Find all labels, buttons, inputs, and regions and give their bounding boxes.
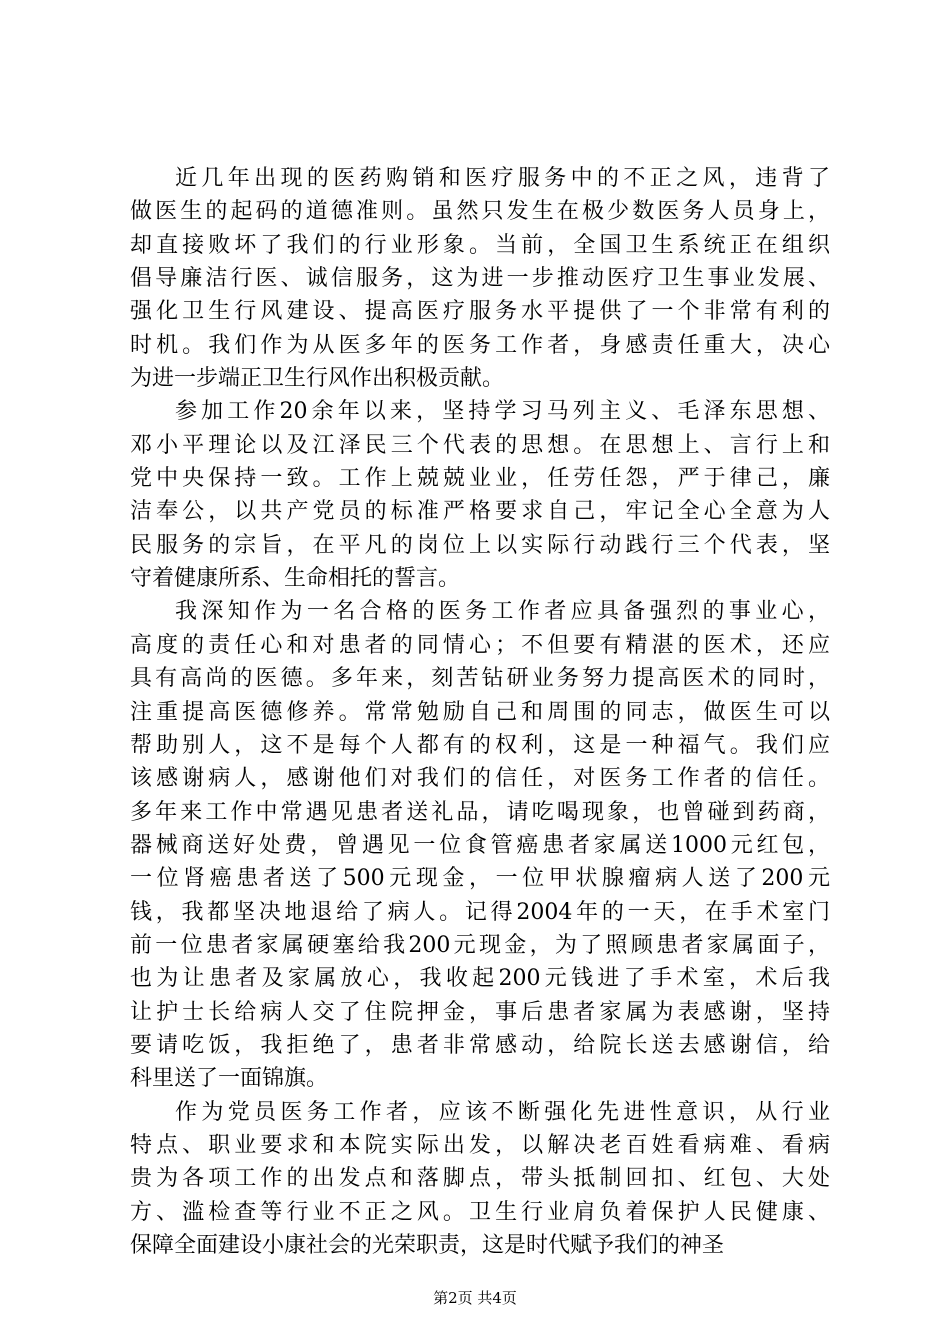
text-line: 多年来工作中常遇见患者送礼品，请吃喝现象，也曾碰到药商， bbox=[130, 799, 830, 825]
text-line: 为进一步端正卫生行风作出积极贡献。 bbox=[130, 366, 505, 392]
text-line: 强化卫生行风建设、提高医疗服务水平提供了一个非常有利的 bbox=[130, 299, 830, 325]
text-line: 具有高尚的医德。多年来，刻苦钻研业务努力提高医术的同时， bbox=[130, 666, 830, 692]
text-line: 我深知作为一名合格的医务工作者应具备强烈的事业心， bbox=[175, 599, 830, 625]
text-line: 民服务的宗旨，在平凡的岗位上以实际行动践行三个代表，坚 bbox=[130, 532, 830, 558]
text-line: 党中央保持一致。工作上兢兢业业，任劳任怨，严于律己，廉 bbox=[130, 466, 830, 492]
text-line: 参加工作20余年以来，坚持学习马列主义、毛泽东思想、 bbox=[175, 399, 830, 425]
text-line: 器械商送好处费，曾遇见一位食管癌患者家属送1000元红包， bbox=[130, 832, 830, 858]
text-line: 也为让患者及家属放心，我收起200元钱进了手术室，术后我 bbox=[130, 966, 830, 992]
text-line: 贵为各项工作的出发点和落脚点，带头抵制回扣、红包、大处 bbox=[130, 1166, 830, 1192]
paragraph bbox=[130, 595, 830, 1095]
text-line: 做医生的起码的道德准则。虽然只发生在极少数医务人员身上， bbox=[130, 199, 830, 225]
text-line: 却直接败坏了我们的行业形象。当前，全国卫生系统正在组织 bbox=[130, 232, 830, 258]
text-line: 保障全面建设小康社会的光荣职责，这是时代赋予我们的神圣 bbox=[130, 1233, 725, 1258]
paragraph bbox=[130, 1096, 830, 1263]
text-line: 方、滥检查等行业不正之风。卫生行业肩负着保护人民健康、 bbox=[130, 1199, 830, 1225]
text-line: 一位肾癌患者送了500元现金，一位甲状腺瘤病人送了200元 bbox=[130, 866, 830, 892]
paragraph bbox=[130, 395, 830, 595]
text-line: 高度的责任心和对患者的同情心；不但要有精湛的医术，还应 bbox=[130, 632, 830, 658]
text-line: 钱，我都坚决地退给了病人。记得2004年的一天，在手术室门 bbox=[130, 899, 830, 925]
text-line: 近几年出现的医药购销和医疗服务中的不正之风，违背了 bbox=[175, 166, 830, 191]
document-body bbox=[130, 162, 830, 1262]
paragraph bbox=[130, 162, 830, 395]
text-line: 注重提高医德修养。常常勉励自己和周围的同志，做医生可以 bbox=[130, 699, 830, 725]
text-line: 让护士长给病人交了住院押金，事后患者家属为表感谢，坚持 bbox=[130, 999, 830, 1025]
text-line: 该感谢病人，感谢他们对我们的信任，对医务工作者的信任。 bbox=[130, 766, 830, 792]
text-line: 科里送了一面锦旗。 bbox=[130, 1066, 329, 1092]
text-line: 倡导廉洁行医、诚信服务，这为进一步推动医疗卫生事业发展、 bbox=[130, 266, 830, 292]
text-line: 守着健康所系、生命相托的誓言。 bbox=[130, 566, 461, 592]
text-line: 邓小平理论以及江泽民三个代表的思想。在思想上、言行上和 bbox=[130, 432, 830, 458]
text-line: 洁奉公，以共产党员的标准严格要求自己，牢记全心全意为人 bbox=[130, 499, 830, 525]
text-line: 作为党员医务工作者，应该不断强化先进性意识，从行业 bbox=[175, 1099, 830, 1125]
text-line: 帮助别人，这不是每个人都有的权利，这是一种福气。我们应 bbox=[130, 732, 830, 758]
text-line: 要请吃饭，我拒绝了，患者非常感动，给院长送去感谢信，给 bbox=[130, 1032, 830, 1058]
text-line: 前一位患者家属硬塞给我200元现金，为了照顾患者家属面子， bbox=[130, 932, 830, 958]
page-footer: 第2页 共4页 bbox=[433, 1289, 517, 1307]
text-line: 特点、职业要求和本院实际出发，以解决老百姓看病难、看病 bbox=[130, 1132, 830, 1158]
text-line: 时机。我们作为从医多年的医务工作者，身感责任重大，决心 bbox=[130, 332, 830, 358]
